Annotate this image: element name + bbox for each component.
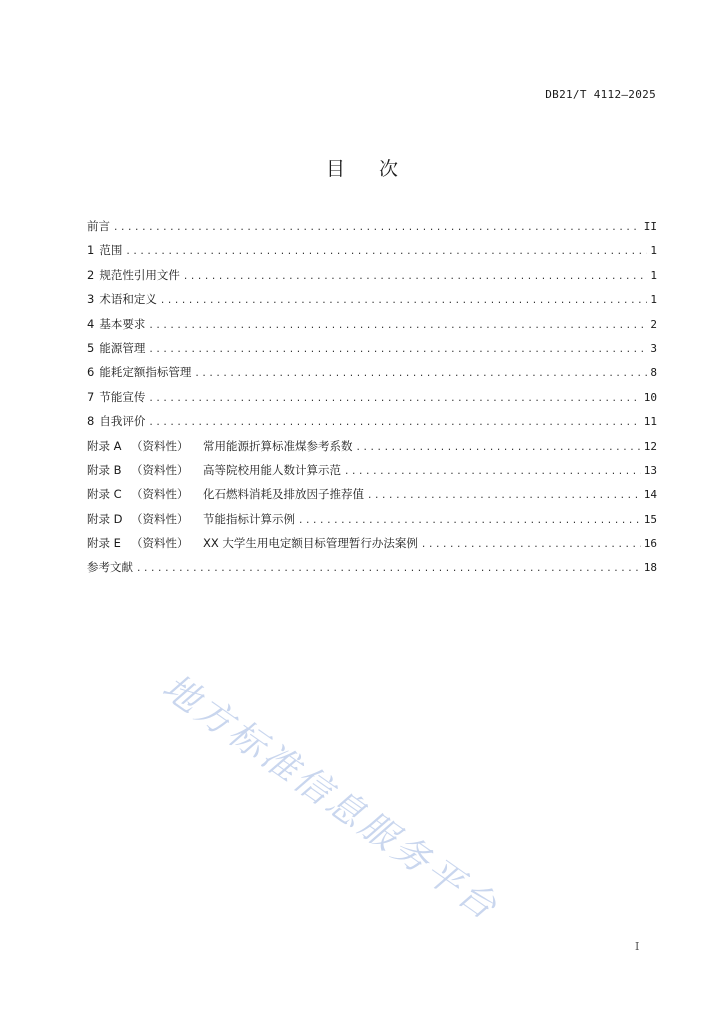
toc-number: 4 (87, 316, 95, 331)
toc-page: 15 (643, 512, 657, 526)
toc-entry-foreword[interactable] (87, 218, 657, 242)
toc-appendix: 附录 C (87, 487, 122, 502)
toc-nature: （资料性） (131, 536, 189, 551)
toc-page: II (643, 220, 657, 233)
toc-entry-2[interactable] (87, 267, 657, 291)
toc-page: 1 (650, 268, 657, 282)
toc-label: 能源管理 (99, 340, 146, 355)
toc-entry-appendix-a[interactable] (87, 438, 657, 462)
toc-page: 8 (650, 366, 657, 380)
toc-label: 化石燃料消耗及排放因子推荐值 (203, 487, 364, 502)
toc-entry-8[interactable] (87, 413, 657, 437)
toc-entry-appendix-e[interactable] (87, 535, 657, 559)
toc-number: 5 (87, 340, 95, 355)
toc-label: 前言 (87, 219, 110, 233)
toc-number: 6 (87, 365, 95, 380)
toc-page: 18 (643, 561, 657, 575)
toc-page: 14 (643, 488, 657, 502)
toc-entry-7[interactable] (87, 389, 657, 413)
toc-appendix: 附录 A (87, 438, 122, 453)
toc-entry-6[interactable] (87, 364, 657, 388)
toc-label: 节能宣传 (99, 389, 146, 404)
toc-page: 12 (643, 439, 657, 453)
toc-entry-appendix-b[interactable] (87, 462, 657, 486)
toc-page: 16 (643, 537, 657, 551)
table-of-contents (87, 218, 657, 584)
toc-appendix: 附录 B (87, 462, 122, 477)
document-code: DB21/T 4112—2025 (545, 88, 656, 101)
toc-label: 高等院校用能人数计算示范 (203, 462, 341, 477)
toc-label: 节能指标计算示例 (203, 511, 295, 526)
title-char-2: 次 (379, 158, 399, 180)
toc-page: 2 (650, 317, 657, 331)
toc-nature: （资料性） (131, 462, 189, 477)
toc-entry-1[interactable] (87, 242, 657, 266)
toc-label: 参考文献 (87, 560, 133, 575)
page-number: I (635, 940, 640, 953)
toc-number: 7 (87, 389, 95, 404)
toc-appendix: 附录 D (87, 511, 123, 526)
toc-entry-5[interactable] (87, 340, 657, 364)
toc-entry-4[interactable] (87, 316, 657, 340)
toc-label: 规范性引用文件 (99, 267, 180, 282)
toc-label: 基本要求 (99, 316, 146, 331)
toc-label: XX 大学生用电定额目标管理暂行办法案例 (203, 536, 418, 551)
toc-number: 3 (87, 292, 95, 307)
toc-nature: （资料性） (131, 511, 189, 526)
toc-entry-references[interactable] (87, 559, 657, 583)
toc-label: 常用能源折算标准煤参考系数 (203, 438, 353, 453)
toc-entry-appendix-d[interactable] (87, 511, 657, 535)
toc-nature: （资料性） (131, 487, 189, 502)
toc-label: 术语和定义 (99, 292, 157, 307)
toc-label: 能耗定额指标管理 (99, 365, 192, 380)
page-title (0, 154, 724, 181)
toc-appendix: 附录 E (87, 536, 121, 551)
toc-number: 8 (87, 414, 95, 429)
toc-number: 2 (87, 267, 95, 282)
toc-label: 范围 (99, 243, 123, 258)
toc-number: 1 (87, 243, 95, 258)
toc-page: 13 (643, 463, 657, 477)
toc-entry-3[interactable] (87, 291, 657, 315)
title-char-1: 目 (325, 158, 345, 180)
toc-page: 1 (650, 293, 657, 307)
toc-page: 11 (643, 415, 657, 429)
toc-nature: （资料性） (131, 438, 189, 453)
toc-entry-appendix-c[interactable] (87, 486, 657, 510)
toc-page: 3 (650, 341, 657, 355)
toc-page: 1 (650, 244, 657, 258)
toc-label: 自我评价 (99, 414, 146, 429)
toc-page: 10 (643, 390, 657, 404)
watermark: 地方标准信息服务平台 (154, 666, 507, 930)
